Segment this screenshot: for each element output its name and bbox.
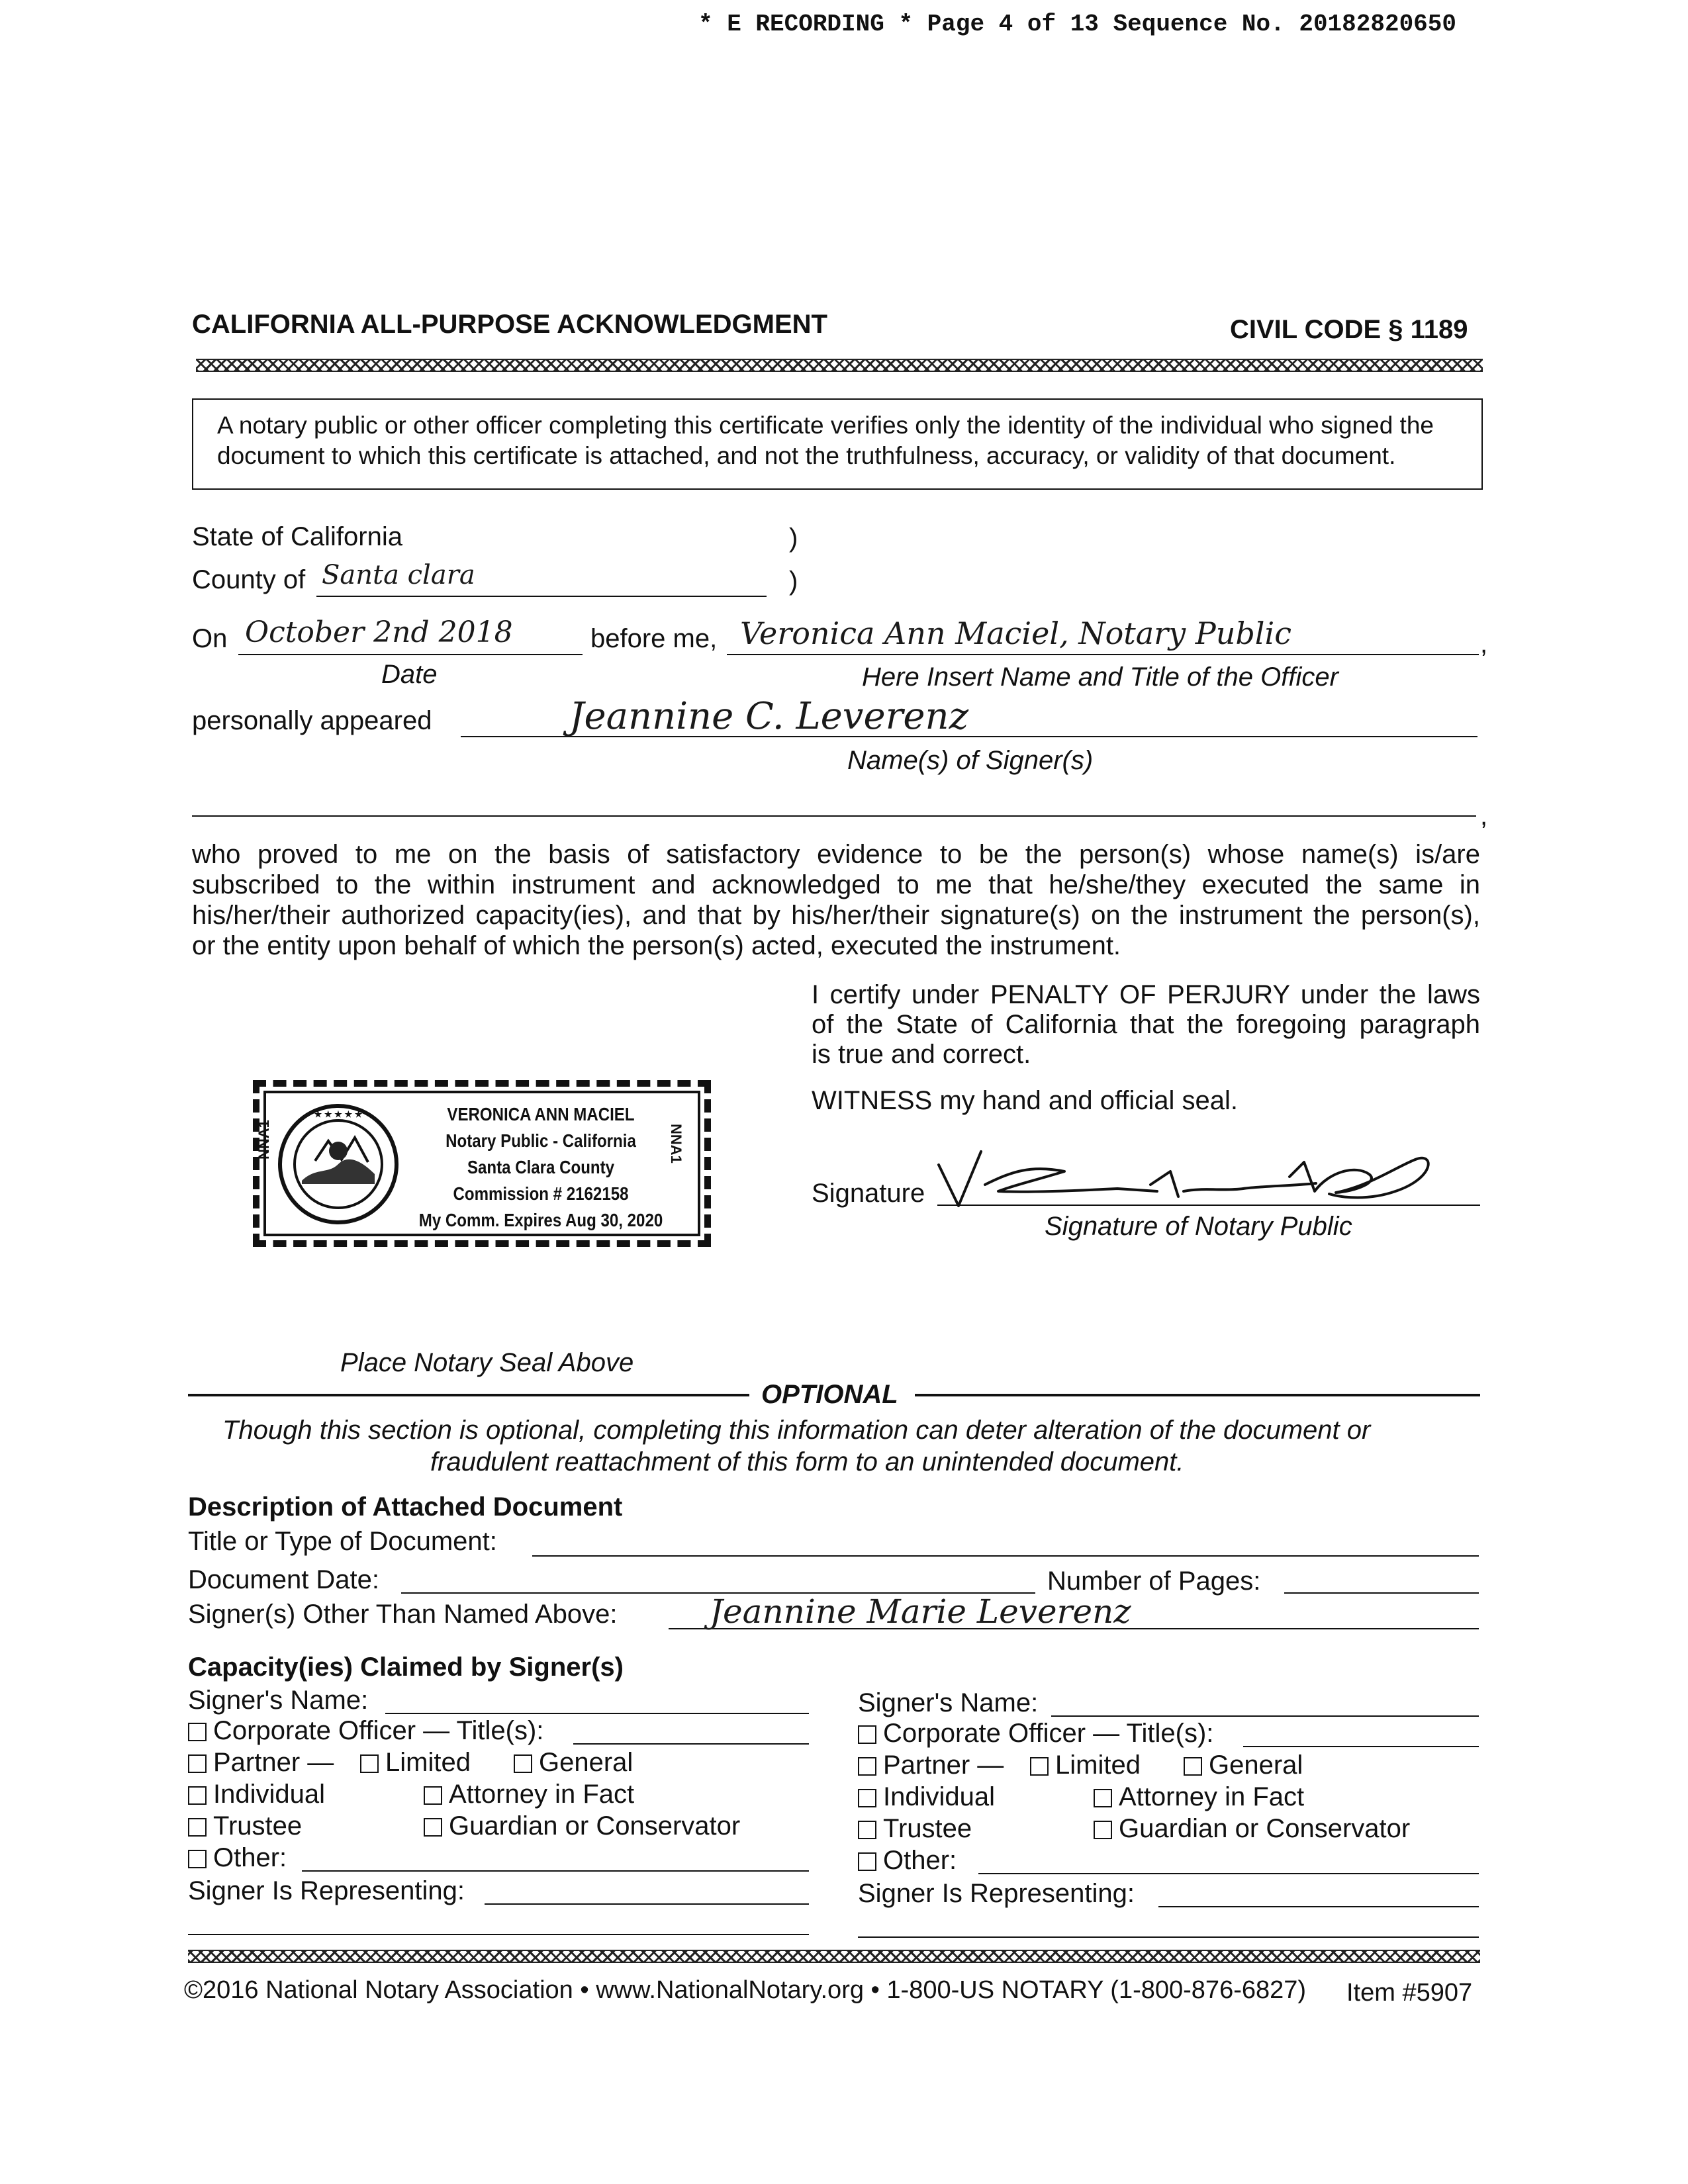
right-other-checkbox[interactable] xyxy=(858,1852,876,1871)
optional-rule-left xyxy=(188,1394,749,1396)
right-trustee[interactable] xyxy=(858,1813,972,1844)
state-label: State of California xyxy=(192,522,402,551)
svg-text:★ ★ ★ ★ ★: ★ ★ ★ ★ ★ xyxy=(314,1109,363,1119)
left-representing-line[interactable] xyxy=(485,1903,809,1905)
comma-1: , xyxy=(1480,629,1488,659)
blank-signer-line xyxy=(192,815,1476,817)
left-representing-label: Signer Is Representing: xyxy=(188,1876,465,1905)
doc-date-label: Document Date: xyxy=(188,1565,380,1594)
right-guardian[interactable] xyxy=(1094,1813,1410,1844)
officer-caption: Here Insert Name and Title of the Officer xyxy=(862,662,1338,692)
left-individual-label: Individual xyxy=(213,1780,326,1809)
left-partner-checkbox[interactable] xyxy=(188,1754,207,1773)
doc-title-label: Title or Type of Document: xyxy=(188,1527,497,1556)
notary-signature-scribble xyxy=(932,1145,1435,1218)
right-individual-label: Individual xyxy=(883,1782,996,1811)
right-corporate-officer[interactable] xyxy=(858,1718,1213,1749)
left-limited-label: Limited xyxy=(385,1748,471,1777)
right-signers-name-label: Signer's Name: xyxy=(858,1688,1039,1717)
optional-note-2: fraudulent reattachment of this form to an unintended document. xyxy=(430,1447,1184,1477)
right-attorney-checkbox[interactable] xyxy=(1094,1789,1112,1807)
left-corporate-officer[interactable] xyxy=(188,1715,543,1746)
right-general-checkbox[interactable] xyxy=(1184,1757,1202,1776)
county-line xyxy=(316,596,767,597)
pages-label: Number of Pages: xyxy=(1047,1567,1261,1596)
recording-header: * E RECORDING * Page 4 of 13 Sequence No. 20182820650 xyxy=(698,11,1456,38)
body-line-2: subscribed to the within instrument and acknowledged to me that he/she/they executed the same in xyxy=(192,870,1480,899)
pages-line[interactable] xyxy=(1284,1592,1479,1594)
seal-commission: Commission # 2162158 xyxy=(453,1183,629,1204)
right-guardian-label: Guardian or Conservator xyxy=(1119,1814,1411,1843)
right-extra-line[interactable] xyxy=(858,1936,1479,1938)
right-other-line[interactable] xyxy=(978,1873,1479,1874)
left-other[interactable] xyxy=(188,1843,287,1873)
left-trustee-label: Trustee xyxy=(213,1811,303,1841)
certify-line-1: I certify under PENALTY OF PERJURY under the laws xyxy=(812,980,1480,1009)
footer-copyright: ©2016 National Notary Association • www.NationalNotary.org • 1-800-US NOTARY (1-800-876-6827) xyxy=(184,1976,1307,2004)
doc-title-line[interactable] xyxy=(532,1555,1479,1557)
seal-title: Notary Public - California xyxy=(445,1130,636,1151)
seal-side-text-right: NNA1 xyxy=(668,1124,685,1163)
date-line xyxy=(238,654,583,655)
left-guardian[interactable] xyxy=(424,1811,740,1841)
right-trustee-checkbox[interactable] xyxy=(858,1821,876,1839)
officer-value: Veronica Ann Maciel, Notary Public xyxy=(740,615,1291,651)
right-partner[interactable] xyxy=(858,1750,1004,1780)
right-guardian-checkbox[interactable] xyxy=(1094,1821,1112,1839)
right-attorney[interactable] xyxy=(1094,1782,1304,1812)
right-individual[interactable] xyxy=(858,1782,995,1812)
rope-divider-top xyxy=(196,359,1483,372)
left-general-label: General xyxy=(539,1748,633,1777)
on-label: On xyxy=(192,624,228,653)
date-caption: Date xyxy=(381,660,438,689)
right-partner-checkbox[interactable] xyxy=(858,1757,876,1776)
right-corporate-title-line[interactable] xyxy=(1243,1746,1479,1747)
signature-label: Signature xyxy=(812,1179,925,1208)
right-individual-checkbox[interactable] xyxy=(858,1789,876,1807)
left-signers-name-label: Signer's Name: xyxy=(188,1686,369,1715)
right-corporate-officer-label: Corporate Officer — Title(s): xyxy=(883,1719,1214,1748)
body-line-3: his/her/their authorized capacity(ies), and that by his/her/their signature(s) on the instrument the person(s), xyxy=(192,901,1480,930)
form-title: CALIFORNIA ALL-PURPOSE ACKNOWLEDGMENT xyxy=(192,310,827,339)
signer-value: Jeannine C. Leverenz xyxy=(569,695,969,738)
other-signers-value: Jeannine Marie Leverenz xyxy=(710,1592,1131,1631)
right-other[interactable] xyxy=(858,1845,957,1876)
left-signers-name-line[interactable] xyxy=(385,1713,809,1714)
right-partner-label: Partner — xyxy=(883,1751,1004,1780)
left-partner-label: Partner — xyxy=(213,1748,334,1777)
left-limited[interactable] xyxy=(360,1747,471,1778)
seal-expires: My Comm. Expires Aug 30, 2020 xyxy=(418,1210,663,1230)
desc-heading: Description of Attached Document xyxy=(188,1492,623,1522)
certify-line-2: of the State of California that the foregoing paragraph xyxy=(812,1010,1480,1039)
right-attorney-label: Attorney in Fact xyxy=(1119,1782,1305,1811)
paren-2: ) xyxy=(789,567,798,596)
left-partner[interactable] xyxy=(188,1747,334,1778)
notice-line-1: A notary public or other officer completing this certificate verifies only the identity of the individual who signed the xyxy=(217,412,1434,439)
left-trustee[interactable] xyxy=(188,1811,302,1841)
right-trustee-label: Trustee xyxy=(883,1814,972,1843)
left-attorney[interactable] xyxy=(424,1779,634,1809)
left-trustee-checkbox[interactable] xyxy=(188,1818,207,1837)
date-value: October 2nd 2018 xyxy=(245,615,513,649)
left-general[interactable] xyxy=(514,1747,633,1778)
right-limited-checkbox[interactable] xyxy=(1030,1757,1049,1776)
optional-rule-right xyxy=(915,1394,1480,1396)
before-me-label: before me, xyxy=(590,624,718,653)
footer-item: Item #5907 xyxy=(1346,1979,1473,2007)
left-general-checkbox[interactable] xyxy=(514,1754,532,1773)
right-representing-label: Signer Is Representing: xyxy=(858,1879,1135,1908)
other-signers-label: Signer(s) Other Than Named Above: xyxy=(188,1600,618,1629)
left-other-checkbox[interactable] xyxy=(188,1850,207,1868)
right-limited[interactable] xyxy=(1030,1750,1141,1780)
capacity-heading: Capacity(ies) Claimed by Signer(s) xyxy=(188,1653,624,1682)
left-guardian-label: Guardian or Conservator xyxy=(449,1811,741,1841)
left-attorney-checkbox[interactable] xyxy=(424,1786,442,1805)
appeared-label: personally appeared xyxy=(192,706,432,735)
right-corporate-officer-checkbox[interactable] xyxy=(858,1725,876,1744)
left-guardian-checkbox[interactable] xyxy=(424,1818,442,1837)
left-attorney-label: Attorney in Fact xyxy=(449,1780,635,1809)
signature-caption: Signature of Notary Public xyxy=(1045,1212,1352,1241)
left-extra-line[interactable] xyxy=(188,1934,809,1935)
notary-seal xyxy=(253,1080,711,1247)
notice-line-2: document to which this certificate is attached, and not the truthfulness, accuracy, or validity of that document. xyxy=(217,442,1396,469)
body-line-4: or the entity upon behalf of which the person(s) acted, executed the instrument. xyxy=(192,931,1121,960)
left-other-label: Other: xyxy=(213,1843,287,1872)
left-corporate-officer-label: Corporate Officer — Title(s): xyxy=(213,1716,544,1745)
paren-1: ) xyxy=(789,523,798,553)
county-value: Santa clara xyxy=(322,560,475,590)
civil-code: CIVIL CODE § 1189 xyxy=(1230,315,1468,344)
left-other-line[interactable] xyxy=(302,1870,809,1872)
optional-heading: OPTIONAL xyxy=(761,1380,898,1409)
right-general[interactable] xyxy=(1184,1750,1303,1780)
right-limited-label: Limited xyxy=(1055,1751,1141,1780)
left-corporate-title-line[interactable] xyxy=(573,1743,809,1745)
county-label: County of xyxy=(192,565,306,594)
rope-divider-bottom xyxy=(188,1950,1480,1963)
seal-county: Santa Clara County xyxy=(467,1157,615,1177)
optional-note-1: Though this section is optional, completing this information can deter alteration of the document or xyxy=(222,1416,1371,1445)
left-corporate-officer-checkbox[interactable] xyxy=(188,1723,207,1741)
comma-2: , xyxy=(1480,801,1488,831)
right-general-label: General xyxy=(1209,1751,1303,1780)
seal-text xyxy=(413,1101,669,1234)
seal-side-text-left: NNA1 xyxy=(256,1120,272,1160)
signer-caption: Name(s) of Signer(s) xyxy=(847,746,1094,775)
body-line-1: who proved to me on the basis of satisfactory evidence to be the person(s) whose name(s) is/are xyxy=(192,840,1480,869)
certify-line-3: is true and correct. xyxy=(812,1040,1031,1069)
left-limited-checkbox[interactable] xyxy=(360,1754,379,1773)
seal-name: VERONICA ANN MACIEL xyxy=(447,1104,635,1124)
right-representing-line[interactable] xyxy=(1158,1906,1479,1907)
state-seal-emblem xyxy=(275,1101,401,1227)
left-individual-checkbox[interactable] xyxy=(188,1786,207,1805)
seal-caption: Place Notary Seal Above xyxy=(340,1348,634,1377)
left-individual[interactable] xyxy=(188,1779,325,1809)
witness-text: WITNESS my hand and official seal. xyxy=(812,1086,1238,1115)
officer-line xyxy=(727,654,1479,655)
notice-box xyxy=(192,398,1483,490)
right-other-label: Other: xyxy=(883,1846,957,1875)
right-signers-name-line[interactable] xyxy=(1051,1715,1479,1717)
